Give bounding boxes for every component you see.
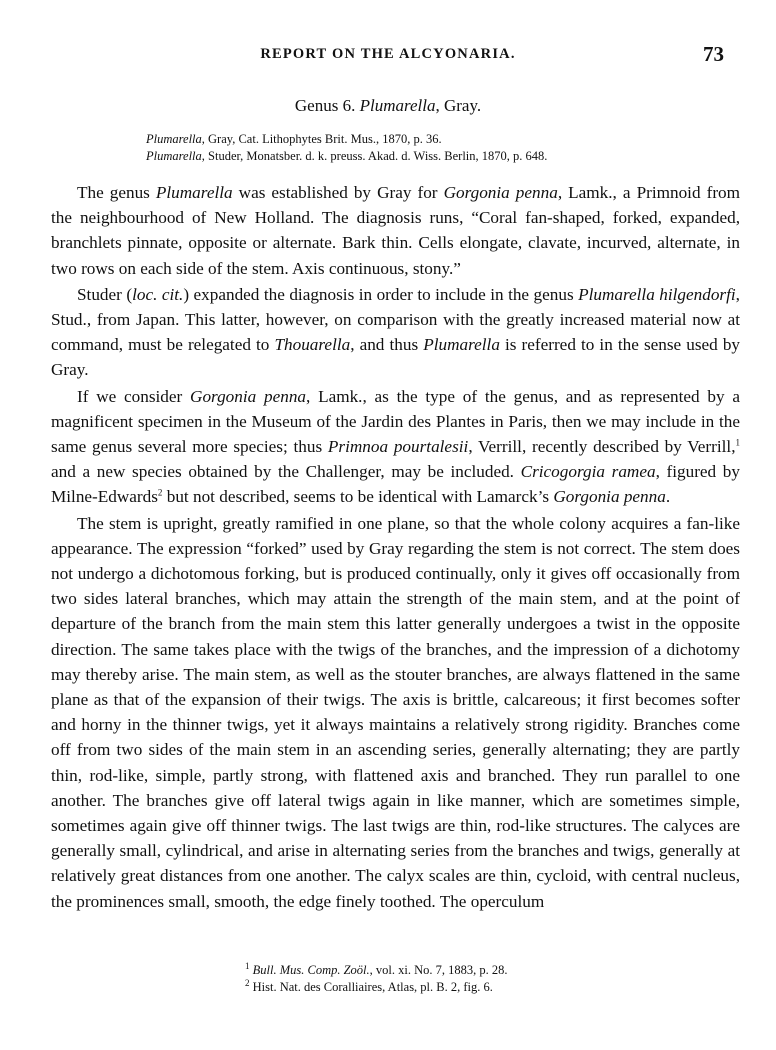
paragraph-3 <box>51 384 740 510</box>
section-heading <box>0 96 776 116</box>
synonym-name: Plumarella <box>146 149 202 163</box>
paragraph-1 <box>51 180 740 281</box>
body-text <box>51 180 740 914</box>
text-run: ) expanded the diagnosis in order to include in the genus <box>183 284 579 304</box>
genus-prefix: Genus 6. <box>294 96 360 115</box>
text-run: , and thus <box>350 335 424 355</box>
taxon-name: Plumarella <box>155 183 233 202</box>
running-title: REPORT ON THE ALCYONARIA. <box>260 46 516 62</box>
taxon-name: Cricogorgia ramea <box>520 462 656 482</box>
text-run: . <box>665 487 671 507</box>
footnote <box>245 962 745 979</box>
text-run: , Lamk., as the type of the genus, and as represented by a magnificent specimen in the Museum of the Jardin des Plantes in Paris, then we may include in the same genus several more species; thus <box>51 386 740 457</box>
synonym-entry <box>146 148 746 165</box>
text-run: is referred to in the sense used by Gray. <box>51 335 741 380</box>
footnote-text: , vol. xi. No. 7, 1883, p. 28. <box>369 963 508 977</box>
footnote-mark: 1 <box>245 960 250 971</box>
citation-abbrev: loc. cit. <box>132 284 184 304</box>
text-run: If we consider <box>77 386 191 406</box>
page-number: 73 <box>703 42 724 66</box>
footnote-ref: 1 <box>735 437 740 448</box>
paragraph-2 <box>51 282 740 383</box>
text-run: , Lamk., a Primnoid from the neighbourhood of New Holland. The diagnosis runs, “Coral fan-shaped, forked, expanded, branchlets pinnate, opposite or alternate. Bark thin. Cells elongate, clavate, incurved, alternate, in two rows on each side of the stem. Axis continuous, stony.” <box>51 183 740 278</box>
genus-suffix: , Gray. <box>435 96 482 115</box>
synonym-name: Plumarella <box>146 132 202 146</box>
taxon-name: Plumarella hilgendorfi <box>578 284 736 304</box>
paragraph-4: The stem is upright, greatly ramified in one plane, so that the whole colony acquires a fan-like appearance. The expression “forked” used by Gray regarding the stem is not correct. The stem does not undergo a dichotomous forking, but is produced continually, only it gives off occasionally from two sides lateral branches, which may attain the strength of the main stem, and at the point of departure of the branch from the main stem this latter generally undergoes a twist in the opposite direction. The same takes place with the twigs of the branches, and the impression of a dichotomy may thereby arise. The main stem, as well as the stouter branches, are always flattened in the same plane as that of the expansion of their twigs. The axis is brittle, calcareous; it first becomes softer and horny in the thinner twigs, yet it always maintains a relatively strong rigidity. Branches come off from two sides of the main stem in an ascending series, generally alternating; they are partly thin, rod-like, simple, partly strong, with flattened axis and branched. They run parallel to one another. The branches give off lateral twigs again in like manner, which are sometimes simple, sometimes again give off thinner twigs. The last twigs are thin, rod-like structures. The calyces are generally small, cylindrical, and arise in alternating series from the branches and twigs, generally at relatively great distances from one another. The calyx scales are thin, cycloid, with central nucleus, the prominences small, smooth, the edge finely toothed. The operculum <box>51 513 740 911</box>
text-run: , Stud., from Japan. This latter, however, on comparison with the greatly increased material now at command, must be relegated to <box>51 284 740 355</box>
synonym-entry <box>146 131 746 148</box>
synonym-citation: , Gray, Cat. Lithophytes Brit. Mus., 1870, p. 36. <box>201 132 442 146</box>
taxon-name: Gorgonia penna <box>190 386 307 406</box>
synonym-citation: , Studer, Monatsber. d. k. preuss. Akad. d. Wiss. Berlin, 1870, p. 648. <box>201 149 548 163</box>
footnotes <box>245 962 745 996</box>
text-run: Studer ( <box>77 284 133 304</box>
journal-title: Bull. Mus. Comp. Zoöl. <box>252 963 370 977</box>
text-run: , figured by Milne-Edwards <box>51 462 740 507</box>
taxon-name: Gorgonia penna <box>553 487 666 507</box>
text-run: and a new species obtained by the Challenger, may be included. <box>51 462 521 482</box>
footnote <box>245 979 745 996</box>
footnote-mark: 2 <box>245 977 250 988</box>
genus-name: Plumarella <box>359 96 436 115</box>
taxon-name: Plumarella <box>423 335 500 355</box>
synonymy-list <box>146 131 746 165</box>
text-run: but not described, seems to be identical with Lamarck’s <box>162 487 554 507</box>
text-run: was established by Gray for <box>232 183 444 202</box>
running-header <box>50 42 726 70</box>
taxon-name: Primnoa pourtalesii <box>327 437 469 457</box>
text-run: The genus <box>77 183 156 202</box>
footnote-text: Hist. Nat. des Coralliaires, Atlas, pl. B. 2, fig. 6. <box>252 980 493 994</box>
taxon-name: Thouarella <box>274 335 351 355</box>
text-run: , Verrill, recently described by Verrill, <box>468 437 736 457</box>
taxon-name: Gorgonia penna <box>443 183 558 202</box>
footnote-ref: 2 <box>157 487 163 498</box>
